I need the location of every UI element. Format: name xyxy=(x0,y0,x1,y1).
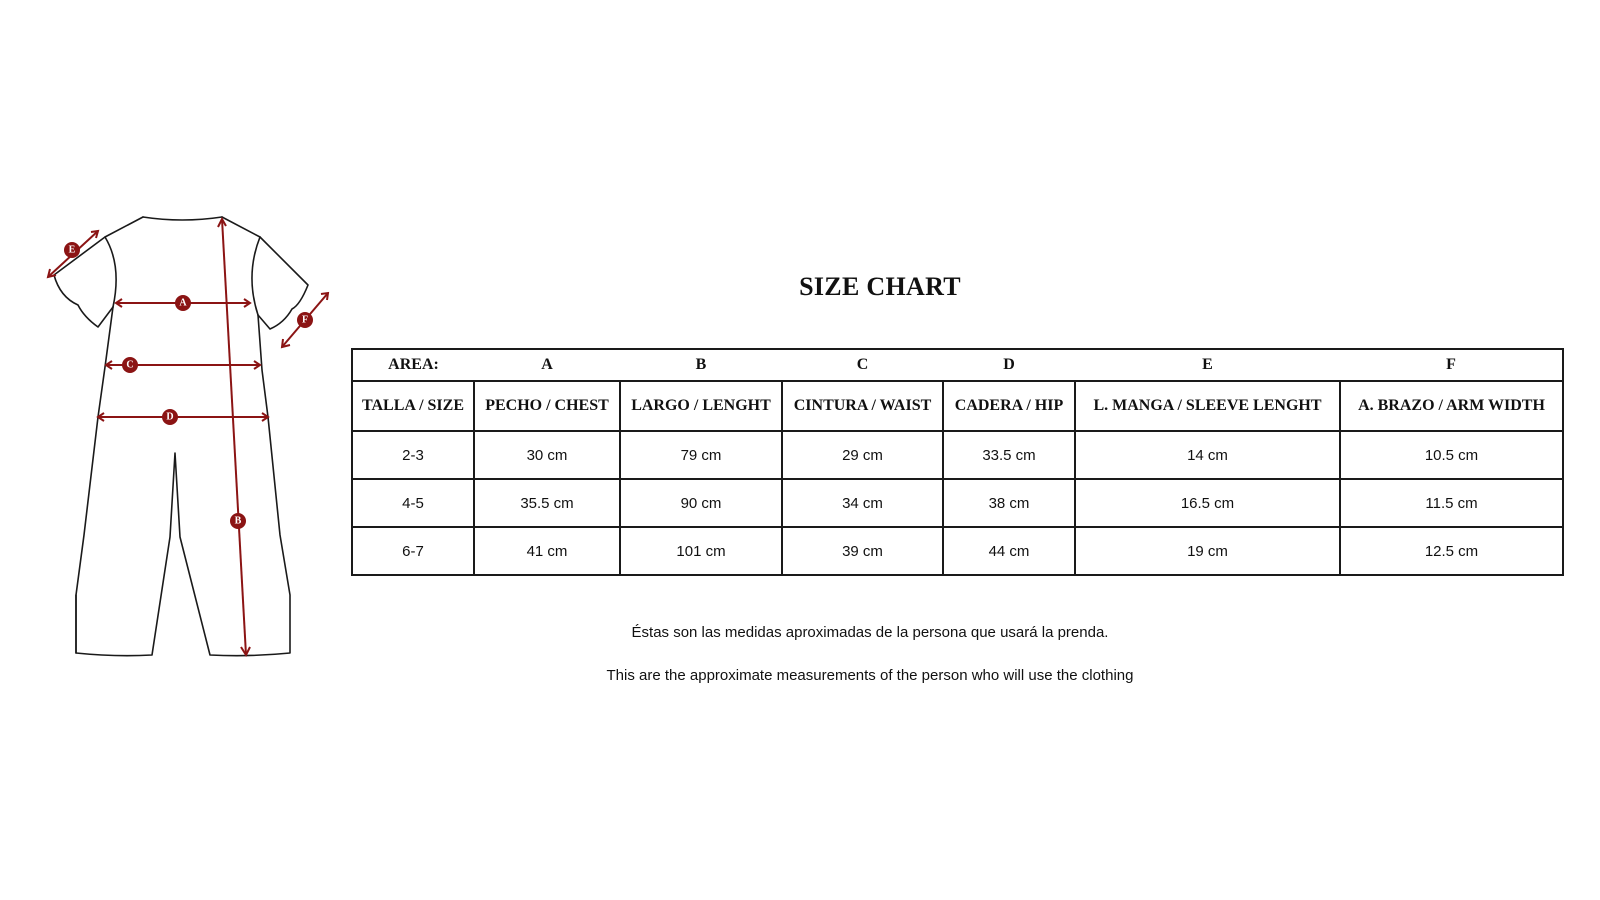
area-row xyxy=(352,349,1563,381)
table-row xyxy=(352,479,1563,527)
column-header: TALLA / SIZE xyxy=(352,381,474,431)
size-cell: 6-7 xyxy=(352,527,474,575)
value-cell: 41 cm xyxy=(474,527,620,575)
badge-c xyxy=(122,357,138,373)
column-header: PECHO / CHEST xyxy=(474,381,620,431)
value-cell: 30 cm xyxy=(474,431,620,479)
table-row xyxy=(352,431,1563,479)
badge-a xyxy=(175,295,191,311)
svg-text:E: E xyxy=(68,244,76,256)
jumpsuit-outline xyxy=(54,217,308,656)
svg-text:F: F xyxy=(301,314,309,326)
svg-text:D: D xyxy=(166,411,174,423)
column-header: CINTURA / WAIST xyxy=(782,381,943,431)
size-cell: 2-3 xyxy=(352,431,474,479)
value-cell: 90 cm xyxy=(620,479,782,527)
value-cell: 35.5 cm xyxy=(474,479,620,527)
area-letter: B xyxy=(620,349,782,381)
value-cell: 11.5 cm xyxy=(1340,479,1563,527)
badge-d xyxy=(162,409,178,425)
area-label: AREA: xyxy=(352,349,474,381)
table-row xyxy=(352,527,1563,575)
value-cell: 29 cm xyxy=(782,431,943,479)
badge-e xyxy=(64,242,80,258)
svg-text:A: A xyxy=(179,297,187,309)
measure-lines xyxy=(48,219,328,655)
size-cell: 4-5 xyxy=(352,479,474,527)
value-cell: 101 cm xyxy=(620,527,782,575)
area-letter: D xyxy=(943,349,1075,381)
note-spanish: Éstas son las medidas aproximadas de la persona que usará la prenda. xyxy=(631,624,1109,641)
value-cell: 44 cm xyxy=(943,527,1075,575)
value-cell: 34 cm xyxy=(782,479,943,527)
size-table xyxy=(351,348,1564,576)
value-cell: 10.5 cm xyxy=(1340,431,1563,479)
column-header: CADERA / HIP xyxy=(943,381,1075,431)
value-cell: 39 cm xyxy=(782,527,943,575)
garment-diagram xyxy=(40,205,340,675)
badge-f xyxy=(297,312,313,328)
area-letter: C xyxy=(782,349,943,381)
value-cell: 16.5 cm xyxy=(1075,479,1340,527)
chart-title: SIZE CHART xyxy=(799,272,961,301)
value-cell: 12.5 cm xyxy=(1340,527,1563,575)
svg-text:B: B xyxy=(234,515,242,527)
badge-b xyxy=(230,513,246,529)
note-english: This are the approximate measurements of the person who will use the clothing xyxy=(606,667,1134,684)
value-cell: 19 cm xyxy=(1075,527,1340,575)
svg-text:C: C xyxy=(126,359,134,371)
area-letter: F xyxy=(1340,349,1563,381)
value-cell: 38 cm xyxy=(943,479,1075,527)
area-letter: A xyxy=(474,349,620,381)
column-header: LARGO / LENGHT xyxy=(620,381,782,431)
area-letter: E xyxy=(1075,349,1340,381)
header-row xyxy=(352,381,1563,431)
value-cell: 79 cm xyxy=(620,431,782,479)
value-cell: 14 cm xyxy=(1075,431,1340,479)
column-header: A. BRAZO / ARM WIDTH xyxy=(1340,381,1563,431)
value-cell: 33.5 cm xyxy=(943,431,1075,479)
column-header: L. MANGA / SLEEVE LENGHT xyxy=(1075,381,1340,431)
